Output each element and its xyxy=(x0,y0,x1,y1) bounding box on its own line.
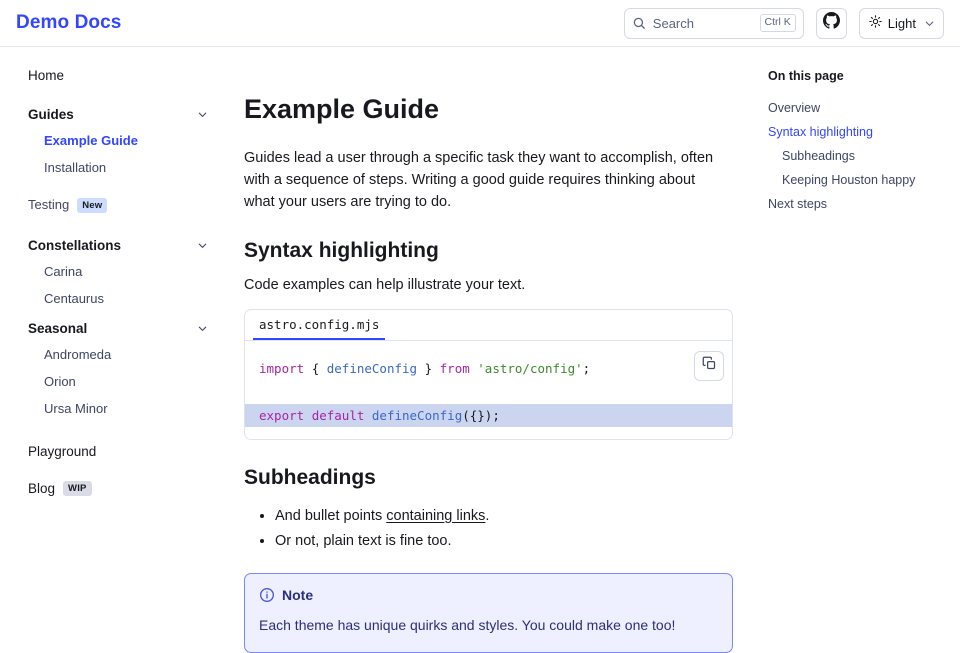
code-lines xyxy=(245,357,732,426)
info-icon xyxy=(259,587,275,603)
intro-paragraph: Guides lead a user through a specific task they want to accomplish, often with a sequence of steps. Writing a good guide requires thinking about what your users are trying to do. xyxy=(244,150,714,211)
sidebar-item-playground[interactable]: Playground xyxy=(28,443,97,459)
search-input[interactable] xyxy=(624,8,804,39)
toc-item[interactable]: Subheadings xyxy=(782,149,855,163)
code-line xyxy=(245,381,732,404)
note-header xyxy=(259,587,718,603)
note-body: Each theme has unique quirks and styles. You could make one too! xyxy=(259,616,676,633)
search-icon xyxy=(632,16,646,30)
sidebar-item-testing[interactable] xyxy=(28,191,216,219)
page-layout xyxy=(0,47,960,633)
code-line xyxy=(245,404,732,427)
header-actions xyxy=(624,8,944,39)
sidebar-item-blog-label: Blog xyxy=(28,480,56,496)
sidebar-item-installation[interactable]: Installation xyxy=(44,160,107,175)
note-title: Note xyxy=(282,586,314,603)
status-badge-wip: WIP xyxy=(63,481,92,496)
code-token: } xyxy=(417,361,440,377)
theme-select-label: Light xyxy=(887,15,916,31)
code-token: 'astro/config' xyxy=(477,361,583,377)
sidebar-item-testing-label: Testing xyxy=(28,197,70,212)
table-of-contents xyxy=(760,47,960,540)
chevron-down-icon xyxy=(197,323,208,334)
copy-code-button[interactable] xyxy=(694,351,724,381)
code-tab-astro-config[interactable]: astro.config.mjs xyxy=(253,312,385,340)
code-token: import xyxy=(259,361,312,377)
sidebar-item-home[interactable]: Home xyxy=(28,68,65,83)
bullet-text-post: . xyxy=(485,507,490,524)
section-heading-syntax-highlighting: Syntax highlighting xyxy=(244,239,439,263)
site-title[interactable]: Demo Docs xyxy=(16,12,122,33)
code-body xyxy=(245,341,732,438)
note-aside xyxy=(244,573,733,653)
chevron-down-icon xyxy=(924,18,935,29)
sidebar-group-constellations-label: Constellations xyxy=(28,237,122,253)
code-token: default xyxy=(311,407,372,423)
sidebar-group-guides-header[interactable] xyxy=(28,102,216,127)
sidebar-group-guides xyxy=(28,102,216,181)
sidebar-item-orion[interactable]: Orion xyxy=(44,373,76,389)
bullet-text-pre: And bullet points xyxy=(275,507,387,524)
status-badge-new: New xyxy=(77,198,107,213)
site-header xyxy=(0,0,960,47)
code-line xyxy=(245,357,732,380)
toc-item[interactable]: Keeping Houston happy xyxy=(782,173,916,187)
copy-icon xyxy=(702,355,717,378)
chevron-down-icon xyxy=(197,109,208,120)
sidebar-item-example-guide[interactable]: Example Guide xyxy=(44,133,138,148)
search-placeholder: Search xyxy=(652,15,694,31)
list-item xyxy=(275,504,724,529)
sidebar-item-carina[interactable]: Carina xyxy=(44,263,83,279)
main-content xyxy=(228,47,760,633)
theme-select[interactable] xyxy=(859,8,944,39)
code-token: { xyxy=(311,361,327,377)
code-token: ({}); xyxy=(462,407,500,423)
sidebar-item-blog[interactable] xyxy=(28,475,216,503)
inline-link[interactable]: containing links xyxy=(386,507,486,524)
chevron-down-icon xyxy=(197,240,208,251)
code-token: ; xyxy=(582,361,591,377)
sidebar-item-andromeda[interactable]: Andromeda xyxy=(44,346,112,362)
code-block xyxy=(244,309,733,439)
section-heading-subheadings: Subheadings xyxy=(244,465,376,489)
sidebar-group-seasonal-header[interactable] xyxy=(28,316,216,341)
toc-item[interactable]: Overview xyxy=(768,101,821,115)
code-token: from xyxy=(439,361,478,377)
sidebar-item-ursa-minor[interactable]: Ursa Minor xyxy=(44,400,108,416)
page-title: Example Guide xyxy=(244,94,440,124)
toc-item[interactable]: Next steps xyxy=(768,197,828,211)
sidebar-group-guides-label: Guides xyxy=(28,107,74,122)
sidebar-item-centaurus[interactable]: Centaurus xyxy=(44,290,104,306)
search-shortcut-key: Ctrl K xyxy=(760,14,796,32)
toc-items xyxy=(768,96,944,216)
toc-item[interactable]: Syntax highlighting xyxy=(768,125,873,139)
github-icon xyxy=(823,12,840,34)
sidebar-group-seasonal xyxy=(28,316,216,422)
code-token: export xyxy=(259,407,312,423)
sidebar xyxy=(0,47,228,540)
code-token: defineConfig xyxy=(371,407,463,423)
sidebar-group-constellations-header[interactable] xyxy=(28,233,216,258)
github-link-button[interactable] xyxy=(816,8,847,39)
sidebar-group-seasonal-label: Seasonal xyxy=(28,320,88,336)
list-item: • Or not, plain text is fine too. xyxy=(275,529,724,554)
section-subtext: Code examples can help illustrate your text. xyxy=(244,277,526,294)
toc-title: On this page xyxy=(768,69,844,83)
sun-icon xyxy=(869,15,882,31)
bullet-list xyxy=(244,504,724,555)
code-token: defineConfig xyxy=(326,361,418,377)
code-tabs xyxy=(245,310,732,341)
sidebar-group-constellations xyxy=(28,233,216,312)
